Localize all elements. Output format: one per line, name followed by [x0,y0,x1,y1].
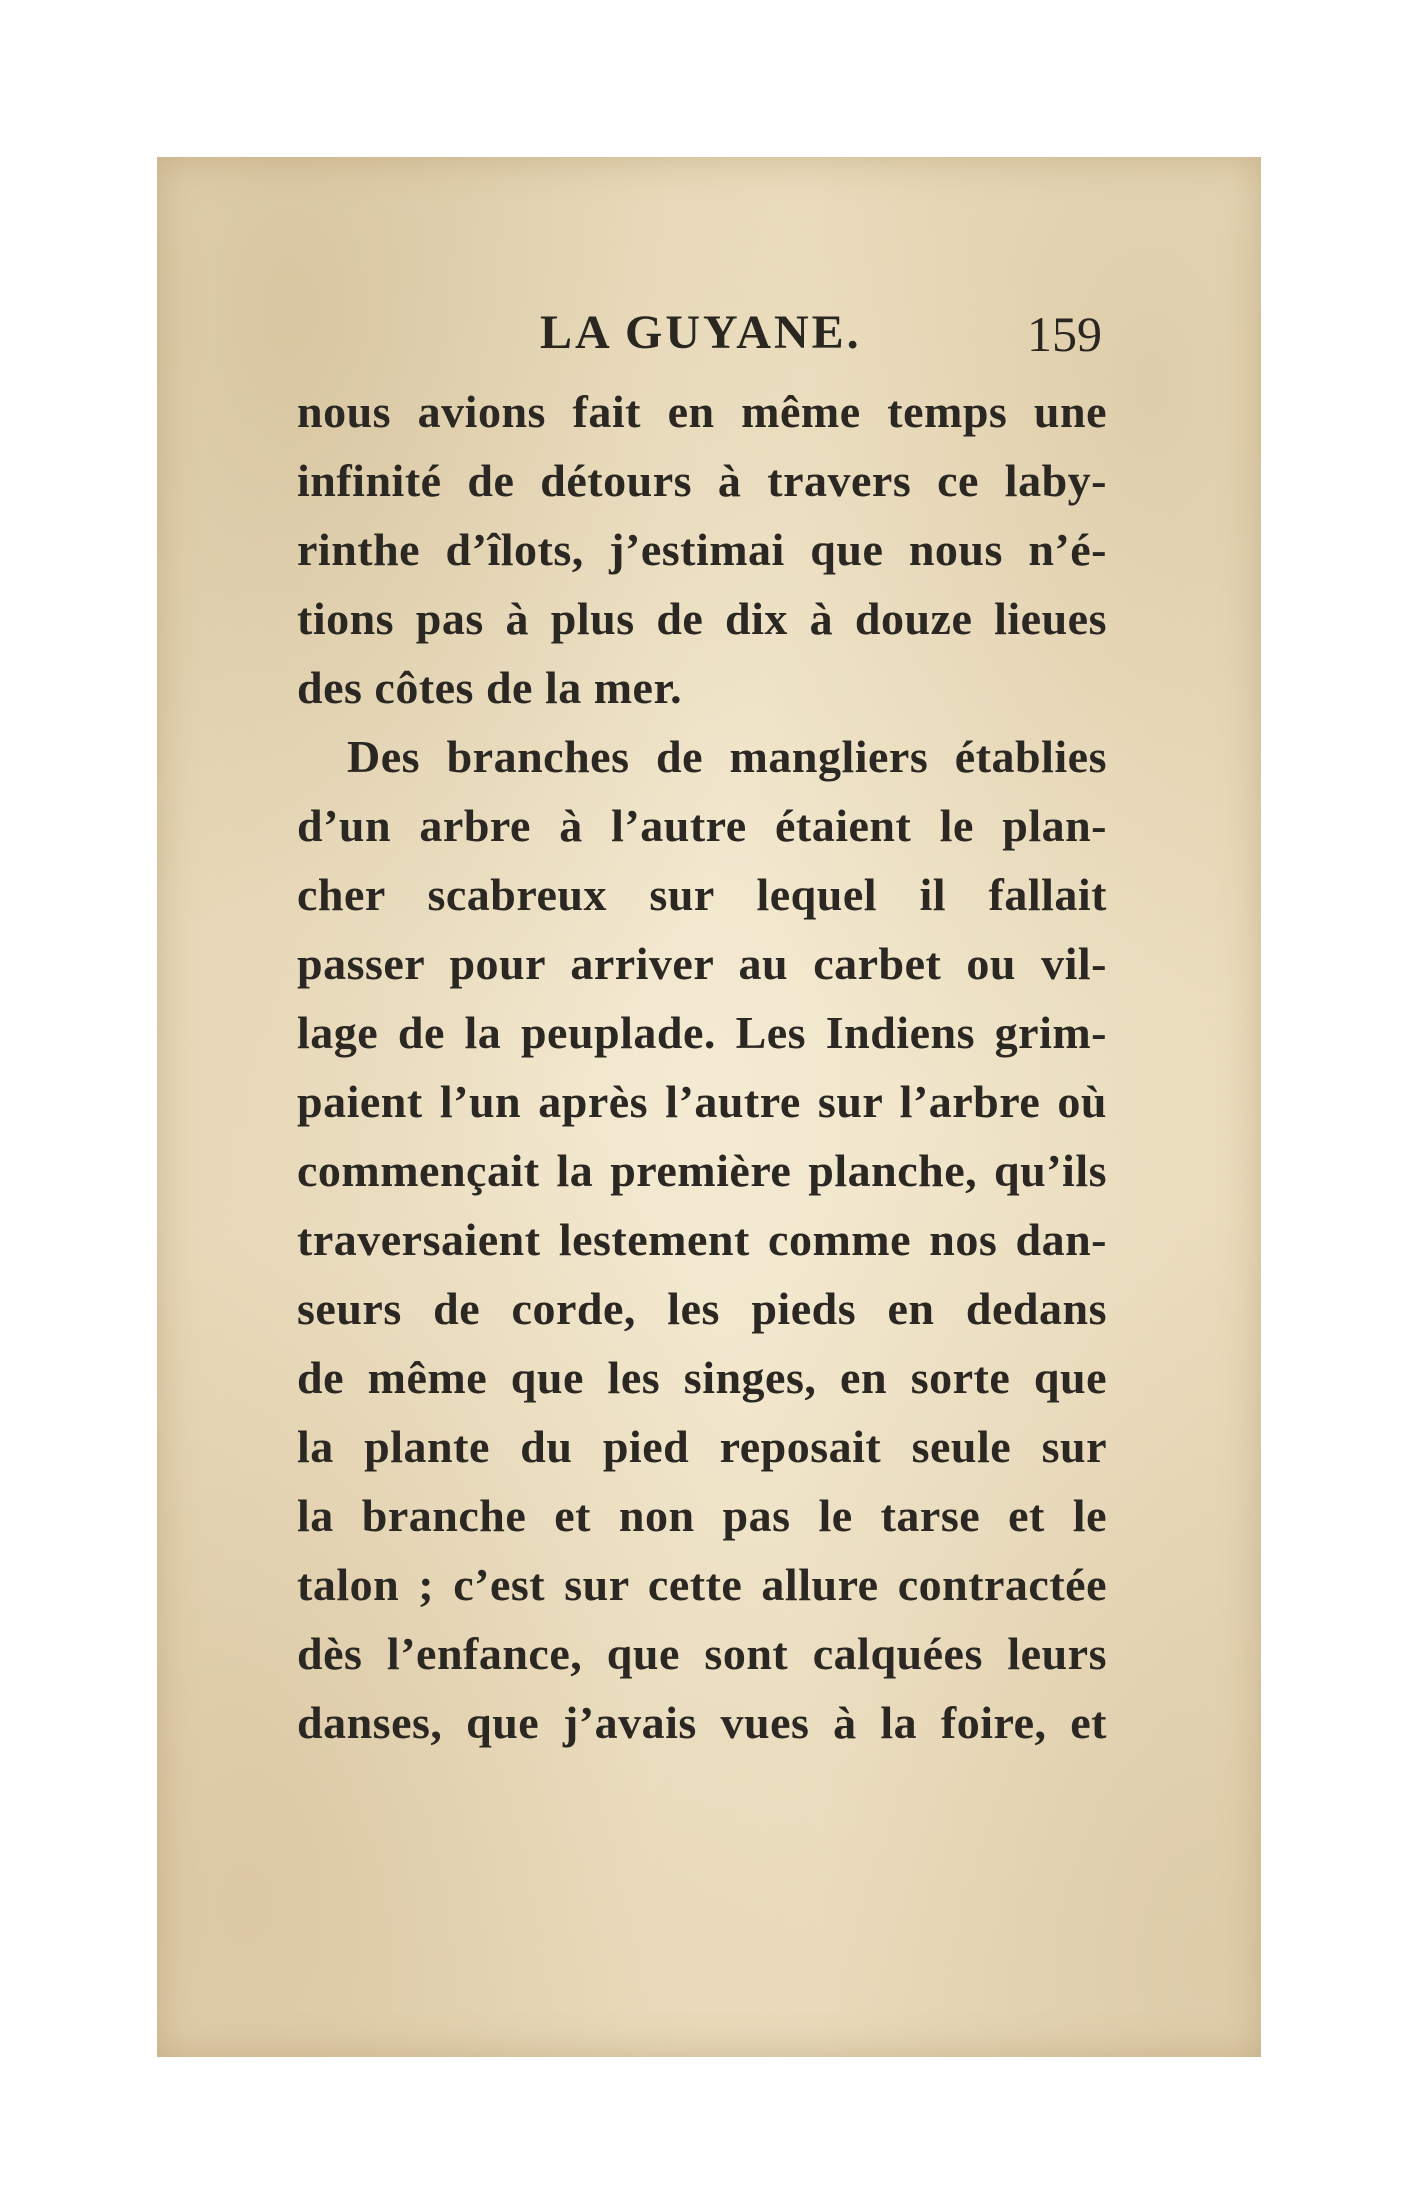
text-line: tions pas à plus de dix à douze lieues [297,593,1107,644]
text-line: talon ; c’est sur cette allure contractée [297,1559,1107,1610]
text-line: d’un arbre à l’autre étaient le plan- [297,800,1107,851]
text-line: nous avions fait en même temps une [297,386,1107,437]
text-line: lage de la peuplade. Les Indiens grim- [297,1007,1107,1058]
text-line: de même que les singes, en sorte que [297,1352,1107,1403]
text-line: la branche et non pas le tarse et le [297,1490,1107,1541]
text-line: danses, que j’avais vues à la foire, et [297,1697,1107,1748]
text-line: paient l’un après l’autre sur l’arbre où [297,1076,1107,1127]
text-line: rinthe d’îlots, j’estimai que nous n’é- [297,524,1107,575]
text-line: commençait la première planche, qu’ils [297,1145,1107,1196]
running-title: LA GUYANE. [540,306,862,359]
text-line: cher scabreux sur lequel il fallait [297,869,1107,920]
text-line: traversaient lestement comme nos dan- [297,1214,1107,1265]
text-line: la plante du pied reposait seule sur [297,1421,1107,1472]
page-number: 159 [1027,306,1102,362]
body-text [297,377,1107,1757]
text-line: infinité de détours à travers ce laby- [297,455,1107,506]
running-head [157,305,1261,365]
book-page [157,157,1261,2057]
text-line: Des branches de mangliers établies [347,731,1107,782]
text-line: passer pour arriver au carbet ou vil- [297,938,1107,989]
text-line: des côtes de la mer. [297,662,683,713]
text-line: seurs de corde, les pieds en dedans [297,1283,1107,1334]
text-line: dès l’enfance, que sont calquées leurs [297,1628,1107,1679]
